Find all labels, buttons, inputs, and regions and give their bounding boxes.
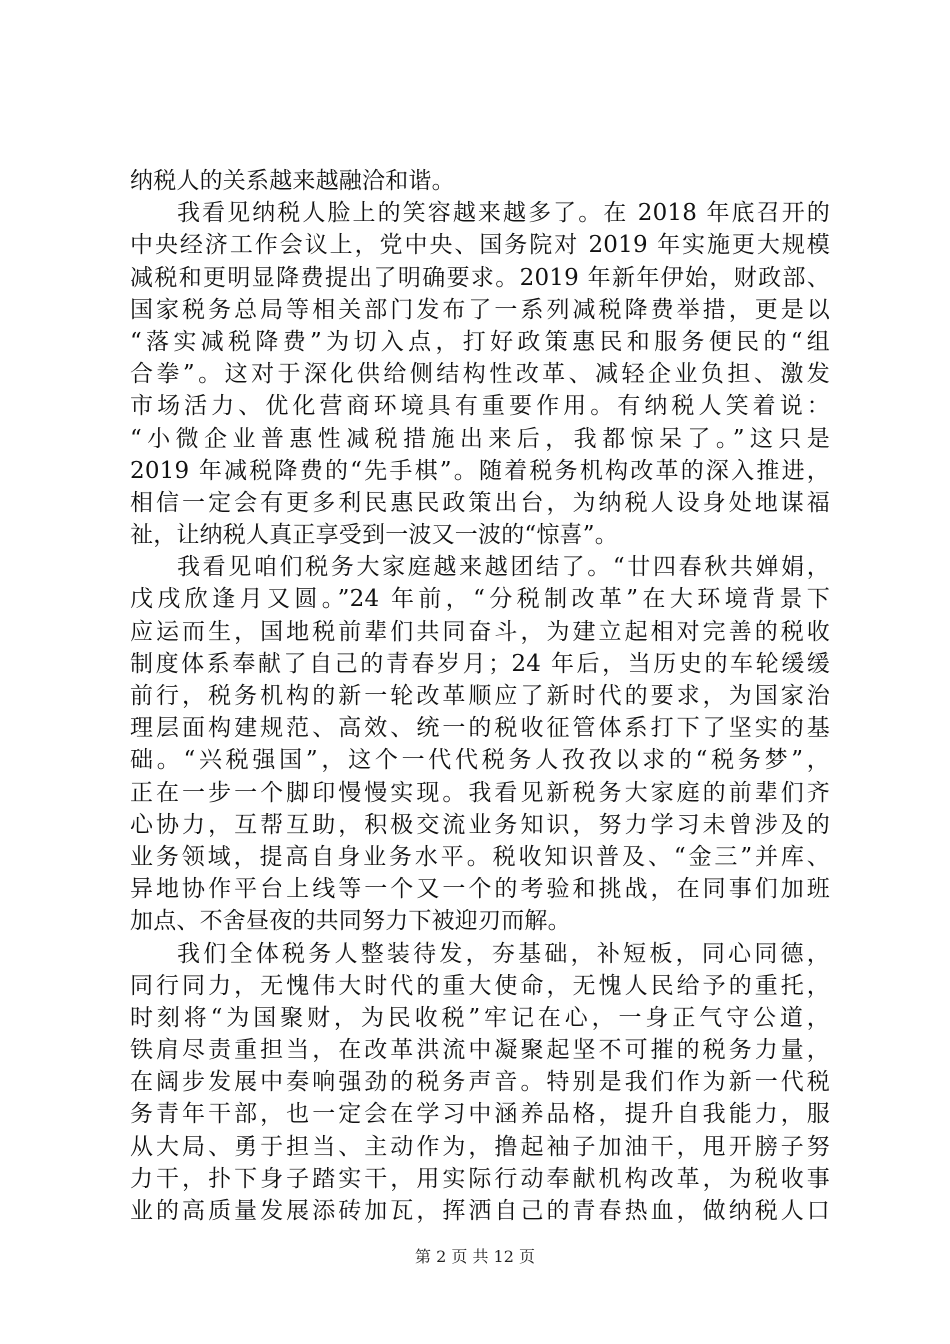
text-line: 纳税人的关系越来越融洽和谐。: [130, 168, 455, 194]
text-line: 理层面构建规范、高效、统一的税收征管体系打下了坚实的基: [130, 715, 830, 742]
paragraph: [130, 551, 830, 937]
text-line: 在阔步发展中奏响强劲的税务声音。特别是我们作为新一代税: [130, 1069, 830, 1096]
text-line: 心协力，互帮互助，积极交流业务知识，努力学习未曾涉及的: [130, 811, 830, 838]
text-line: 祉，让纳税人真正享受到一波又一波的“惊喜”。: [130, 522, 618, 549]
text-line: 合拳”。这对于深化供给侧结构性改革、减轻企业负担、激发: [130, 361, 830, 388]
paragraph: [130, 938, 830, 1228]
text-line: 正在一步一个脚印慢慢实现。我看见新税务大家庭的前辈们齐: [130, 779, 830, 806]
text-line: 加点、不舍昼夜的共同努力下被迎刃而解。: [130, 908, 571, 935]
text-line: 2019 年减税降费的“先手棋”。随着税务机构改革的深入推进，: [130, 457, 830, 484]
document-body: [130, 165, 830, 1227]
text-line: 中央经济工作会议上，党中央、国务院对 2019 年实施更大规模: [130, 232, 830, 259]
text-line: 戊戌欣逢月又圆。”24 年前，“分税制改革”在大环境背景下: [130, 586, 830, 613]
text-line: 础。“兴税强国”，这个一代代税务人孜孜以求的“税务梦”，: [130, 747, 830, 774]
text-line: 国家税务总局等相关部门发布了一系列减税降费举措，更是以: [130, 296, 830, 323]
text-line: 相信一定会有更多利民惠民政策出台，为纳税人设身处地谋福: [130, 489, 830, 516]
text-line: 业的高质量发展添砖加瓦，挥洒自己的青春热血，做纳税人口: [130, 1198, 830, 1224]
text-line: 同行同力，无愧伟大时代的重大使命，无愧人民给予的重托，: [130, 972, 830, 999]
text-line: 力干，扑下身子踏实干，用实际行动奉献机构改革，为税收事: [130, 1165, 830, 1192]
text-line: 业务领域，提高自身业务水平。税收知识普及、“金三”并库、: [130, 843, 830, 870]
paragraph: [130, 197, 830, 551]
text-line: 前行，税务机构的新一轮改革顺应了新时代的要求，为国家治: [130, 683, 830, 709]
text-line: 我看见纳税人脸上的笑容越来越多了。在 2018 年底召开的: [177, 200, 830, 227]
text-line: 市场活力、优化营商环境具有重要作用。有纳税人笑着说：: [130, 393, 830, 420]
text-line: 从大局、勇于担当、主动作为，撸起袖子加油干，甩开膀子努: [130, 1133, 830, 1160]
text-line: 我们全体税务人整装待发，夯基础，补短板，同心同德，: [177, 940, 830, 967]
page-footer: 第 2 页 共 12 页: [415, 1247, 535, 1266]
text-line: 务青年干部，也一定会在学习中涵养品格，提升自我能力，服: [130, 1101, 830, 1128]
text-line: 异地协作平台上线等一个又一个的考验和挑战，在同事们加班: [130, 876, 830, 903]
text-line: 应运而生，国地税前辈们共同奋斗，为建立起相对完善的税收: [130, 618, 830, 645]
text-line: 时刻将“为国聚财，为民收税”牢记在心，一身正气守公道，: [130, 1004, 830, 1031]
text-line: 减税和更明显降费提出了明确要求。2019 年新年伊始，财政部、: [130, 264, 830, 291]
text-line: 制度体系奉献了自己的青春岁月；24 年后，当历史的车轮缓缓: [130, 650, 830, 677]
text-line: “落实减税降费”为切入点，打好政策惠民和服务便民的“组: [130, 328, 830, 355]
paragraph: [130, 165, 830, 197]
text-line: 铁肩尽责重担当，在改革洪流中凝聚起坚不可摧的税务力量，: [130, 1037, 830, 1064]
text-line: “小微企业普惠性减税措施出来后，我都惊呆了。”这只是: [130, 425, 830, 452]
text-line: 我看见咱们税务大家庭越来越团结了。“廿四春秋共婵娟，: [177, 554, 830, 581]
